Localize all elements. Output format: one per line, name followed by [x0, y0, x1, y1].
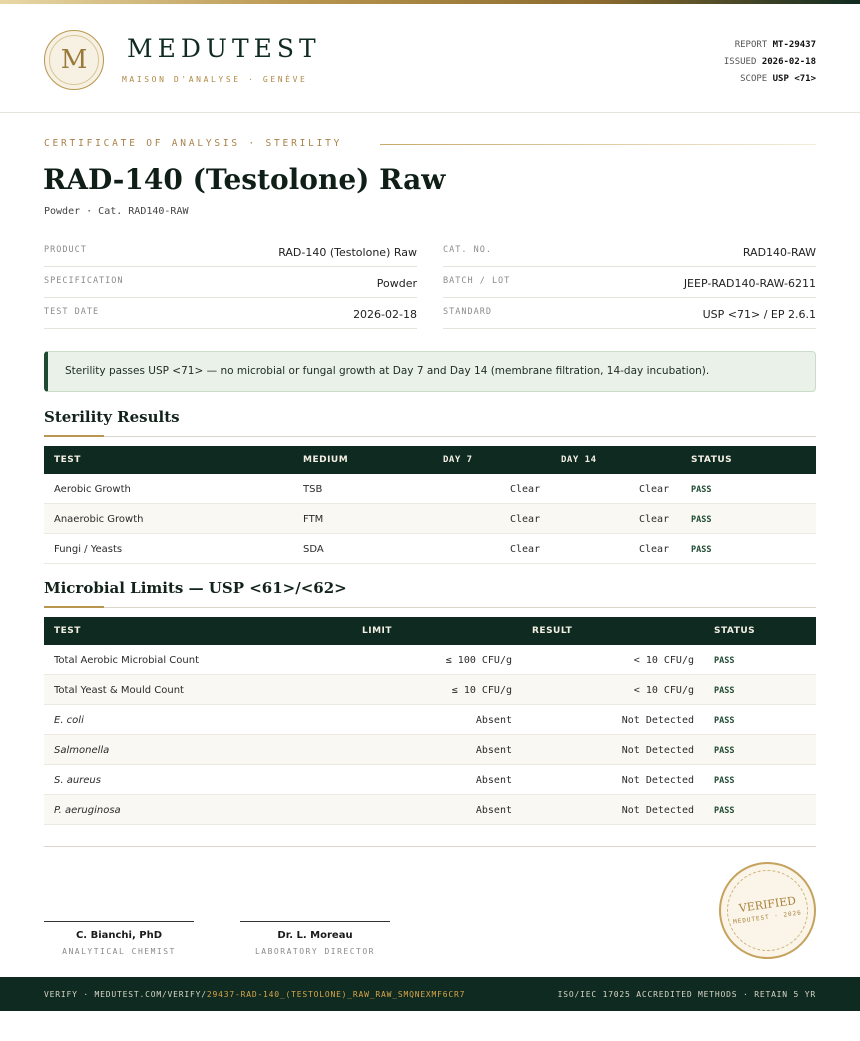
field-batch-lot [443, 267, 816, 298]
status-badge: PASS [714, 656, 735, 666]
signatory-role: ANALYTICAL CHEMIST [62, 947, 176, 956]
cell-limit: Absent [475, 805, 512, 816]
page-subtitle: Powder · Cat. RAD140-RAW [44, 206, 189, 217]
cell-limit: Absent [475, 715, 512, 726]
report-header [0, 4, 860, 113]
table-row [44, 645, 816, 675]
field-label: BATCH / LOT [443, 276, 511, 286]
field-test-date [44, 298, 417, 329]
table-header [44, 617, 816, 645]
table-row [44, 675, 816, 705]
cell-limit: Absent [475, 775, 512, 786]
status-badge: PASS [691, 485, 712, 495]
cell-test: Total Aerobic Microbial Count [54, 655, 199, 666]
microbial-section-title: Microbial Limits — USP <61>/<62> [44, 579, 347, 597]
signatory-name: C. Bianchi, PhD [75, 930, 163, 941]
logo-monogram: M [49, 35, 99, 85]
table-row [44, 534, 816, 564]
accreditation-note: ISO/IEC 17025 ACCREDITED METHODS · RETAIN 5 YR [557, 990, 816, 999]
cell-day14: Clear [639, 544, 670, 555]
cell-result: < 10 CFU/g [633, 685, 694, 696]
status-badge: PASS [691, 545, 712, 555]
status-badge: PASS [714, 746, 735, 756]
microbial-table [44, 617, 816, 825]
column-header: TEST [54, 455, 81, 465]
cell-result: Not Detected [621, 775, 694, 786]
cell-day7: Clear [510, 544, 541, 555]
cell-test: Total Yeast & Mould Count [54, 685, 184, 696]
field-label: CAT. NO. [443, 245, 492, 255]
section-accent [44, 606, 104, 608]
report-label: REPORT [734, 40, 768, 50]
field-value: RAD140-RAW [742, 246, 816, 259]
column-header: DAY 7 [443, 455, 473, 465]
cell-medium: TSB [303, 484, 323, 495]
field-label: STANDARD [443, 307, 492, 317]
column-header: DAY 14 [561, 455, 597, 465]
notice-text: Sterility passes USP <71> — no microbial or fungal growth at Day 7 and Day 14 (membrane filtration, 14-day incubation). [65, 365, 710, 377]
table-row [44, 795, 816, 825]
verified-seal [719, 862, 816, 959]
scope-label: SCOPE [740, 74, 768, 84]
signature-line [44, 921, 194, 922]
cell-test: Aerobic Growth [54, 484, 131, 495]
cell-test: Salmonella [54, 745, 110, 756]
column-header: STATUS [691, 455, 733, 465]
field-value: JEEP-RAD140-RAW-6211 [683, 277, 816, 290]
signatory-role: LABORATORY DIRECTOR [254, 947, 375, 956]
column-header: LIMIT [362, 626, 393, 636]
cell-medium: SDA [303, 544, 324, 555]
table-row [44, 474, 816, 504]
status-badge: PASS [714, 776, 735, 786]
signature-line [240, 921, 390, 922]
field-cat-no [443, 236, 816, 267]
cell-test: S. aureus [54, 775, 101, 786]
section-rule [44, 607, 816, 608]
fields-left-column [44, 236, 417, 329]
certificate-kicker-text: CERTIFICATE OF ANALYSIS · STERILITY [44, 138, 343, 149]
signatory-name: Dr. L. Moreau [277, 930, 353, 941]
table-row [44, 705, 816, 735]
column-header: TEST [54, 626, 81, 636]
cell-test: P. aeruginosa [54, 805, 121, 816]
field-specification [44, 267, 417, 298]
page-title: RAD-140 (Testolone) Raw [43, 163, 446, 196]
cell-day14: Clear [639, 484, 670, 495]
cell-test: Fungi / Yeasts [54, 544, 123, 555]
cell-day7: Clear [510, 514, 541, 525]
page-footer [0, 977, 860, 1011]
field-label: PRODUCT [44, 245, 87, 255]
cell-test: Anaerobic Growth [54, 514, 144, 525]
cell-test: E. coli [54, 715, 84, 726]
verify-prefix: VERIFY · MEDUTEST.COM/VERIFY/ [44, 990, 207, 999]
brand-logo [44, 30, 104, 90]
field-standard [443, 298, 816, 329]
field-value: RAD-140 (Testolone) Raw [278, 246, 417, 259]
cell-result: < 10 CFU/g [633, 655, 694, 666]
report-meta [724, 37, 816, 88]
kicker-rule [380, 144, 816, 145]
column-header: STATUS [714, 626, 756, 636]
cell-medium: FTM [303, 514, 324, 525]
report-number: MT-29437 [772, 40, 816, 50]
verify-line [44, 990, 465, 999]
status-badge: PASS [691, 515, 712, 525]
cell-limit: ≤ 10 CFU/g [451, 685, 512, 696]
cell-result: Not Detected [621, 715, 694, 726]
table-row [44, 735, 816, 765]
signature-director [240, 921, 390, 956]
field-label: TEST DATE [44, 307, 100, 317]
section-rule [44, 436, 816, 437]
brand-tagline: MAISON D'ANALYSE · GENÈVE [122, 75, 308, 84]
status-badge: PASS [714, 716, 735, 726]
table-row [44, 765, 816, 795]
seal-sub: MEDUTEST · 2026 [732, 909, 803, 926]
cell-result: Not Detected [621, 745, 694, 756]
field-value: 2026-02-18 [353, 308, 417, 321]
column-header: MEDIUM [303, 455, 349, 465]
field-product [44, 236, 417, 267]
sterility-section-title: Sterility Results [44, 408, 180, 426]
certificate-kicker [44, 138, 816, 150]
table-header [44, 446, 816, 474]
issued-date: 2026-02-18 [761, 57, 816, 67]
table-row [44, 504, 816, 534]
status-badge: PASS [714, 686, 735, 696]
sterility-notice [44, 351, 816, 392]
sterility-table [44, 446, 816, 564]
verify-link[interactable]: 29437-RAD-140_(TESTOLONE)_RAW_RAW_SMQNEXMF6CR7 [206, 990, 466, 999]
fields-right-column [443, 236, 816, 329]
section-accent [44, 435, 104, 437]
issued-label: ISSUED [723, 57, 757, 67]
scope-value: USP <71> [772, 74, 816, 84]
column-header: RESULT [532, 626, 573, 636]
cell-day7: Clear [510, 484, 541, 495]
field-value: Powder [376, 277, 417, 290]
cell-result: Not Detected [621, 805, 694, 816]
cell-day14: Clear [639, 514, 670, 525]
cell-limit: ≤ 100 CFU/g [445, 655, 512, 666]
field-label: SPECIFICATION [44, 276, 124, 286]
field-value: USP <71> / EP 2.6.1 [702, 308, 816, 321]
seal-word: VERIFIED [738, 894, 797, 915]
footer-divider [44, 846, 816, 847]
status-badge: PASS [714, 806, 735, 816]
signature-chemist [44, 921, 194, 956]
brand-name: MEDUTEST [127, 34, 321, 63]
cell-limit: Absent [475, 745, 512, 756]
